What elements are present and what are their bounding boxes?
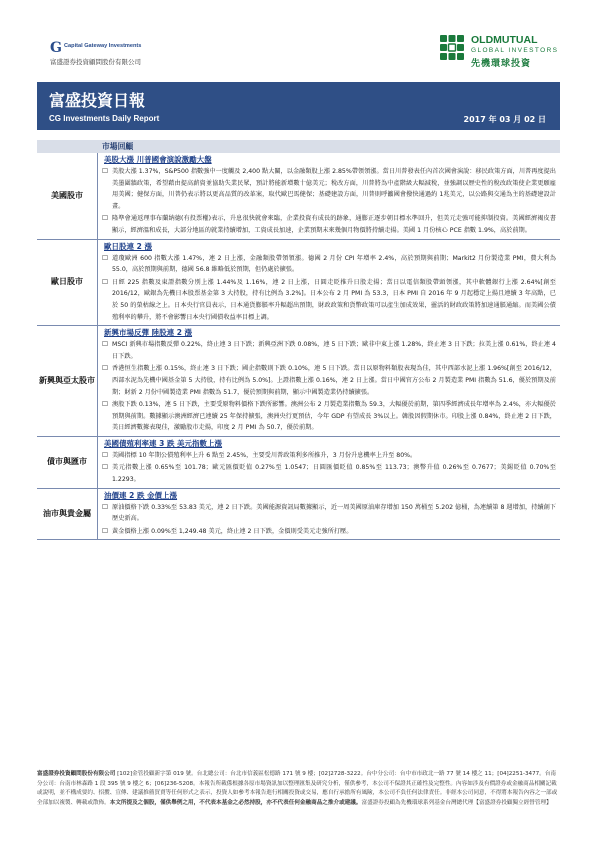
table-row [37, 153, 560, 240]
om-name-1: OLDMUTUAL [471, 34, 538, 46]
row-headline: 歐日股連 2 漲 [104, 241, 152, 251]
om-name-3: 先機環球投資 [471, 59, 532, 69]
cg-name-en: Capital Gateway Investments [64, 43, 142, 49]
list-item: ☐ 美元指數上漲 0.65%至 101.78；歐元匯價貶值 0.27%至 1.0547；日圓匯價貶值 0.85%至 113.73；澳幣升值 0.26%至 0.7677；美錫貶值 0.70%至 1.2293。 [102, 462, 556, 485]
list-item: ☐ 隆準會通返理事布蘭納德(有投票權)表示，升息很快就會來臨，企業投資有成長的跡象，通膨正逐步朝目標水準回升，但美元走強可能抑制投資。美國經濟褐皮書顯示，經濟溫和成長，大部分地區的就業持續增加，工資成長加速，企業預期未來幾個月物價將持續走揚。美國 1 月份核心 PCE 指數 1.9%，高於前期。 [102, 213, 556, 236]
footer-company: 富盛證券投資顧問股份有限公司 [37, 771, 116, 777]
list-item: ☐ 香港恒生指數上漲 0.15%，終止連 3 日下跌；國企指數則下跌 0.10%，連 5 日下跌。當日以原物料類股表現為佳，其中西部水泥上漲 1.96%[創至 2016/12，西部水泥為先機中國基金第 5 大持股，持有比例為 5.0%]。上證指數上漲 0.16%，連 2 日上漲。當日中國官方公布 2 月製造業 PMI 指數為 51.6，優於預期及前期；財新 2 月份中國製造業 PMI 指數為 51.7，優於預期與前期，顯示中國製造業仍持續擴張。 [102, 363, 556, 398]
checkbox-bullet-icon: ☐ [102, 526, 108, 535]
report-title: 富盛投資日報 [49, 91, 146, 110]
list-item: ☐ 澳股下跌 0.13%，連 5 日下跌，主要受原物料價格下跌所影響。澳洲公布 2 月製造業指數為 59.3，大幅優於前期，第四季經濟成長年增率為 2.4%，亦大幅優於預期與前期。數據顯示澳洲經濟已連續 25 年保持擴張，澳洲央行更預估，今年 GDP 有望成長 3%以上。韓股因假期休市。印股上漲 0.84%，終止連 2 日下跌，美日經濟數據表現佳，激勵股市走揚，印度 2 月 PMI 為 50.7，優於前期。 [102, 399, 556, 434]
row-body [97, 326, 560, 436]
footer-bold-note: 本文所提及之個股，僅供舉例之用，不代表本基金之必然持股，亦不代表任何金融商品之推介或建議。 [109, 799, 362, 806]
cg-name-zh: 富盛證券投資顧問股份有限公司 [50, 58, 141, 66]
old-mutual-emblem-icon [438, 33, 466, 63]
row-label: 債市與匯市 [47, 457, 87, 467]
footer-body: [102]金管投顧新字第 019 號。台北總公司：台北市信義區松德路 171 號 9 樓；[02]2728-3222。台中分公司：台中市市政北一路 77 號 14 樓之 11；[04]2251-3477。台南分公司：台南市林森路 1 段 395 號 9 樓之 6；[06]236-5208。本報告所載係根據各原市場資訊加以整理匯集及研究分析，僅供參考，本公司不保證其正確性及完整性。內容如涉及有價證券或金融商品相關記載或說明，並不構成要約、招攬、宣傳、建議推薦買賣等任何形式之表示，投資人如參考本報告進行相關投資或交易，應自行承擔所有風險，本公司不負任何法律責任。非經本公司同意，不得將本報告內容之一部或全部加以複製、轉載或散佈。 [37, 771, 558, 806]
table-row [37, 437, 560, 489]
list-item: ☐ 黃金價格上漲 0.09%至 1,249.48 美元，終止連 2 日下跌，金價則受美元走強所打壓。 [102, 526, 556, 538]
report-subtitle: CG Investments Daily Report [49, 114, 160, 123]
om-name-2: GLOBAL INVESTORS [471, 47, 559, 54]
section-title: 市場回顧 [102, 142, 134, 151]
row-label: 油市與貴金屬 [43, 509, 91, 519]
row-headline: 美股大漲 川普國會演說激勵大盤 [104, 155, 212, 164]
checkbox-bullet-icon: ☐ [102, 364, 108, 373]
section-header [37, 140, 560, 153]
table-row [37, 326, 560, 437]
market-review-table [37, 153, 560, 540]
footer-end: 富盛證券投顧為先機環球系列基金台灣總代理【富盛證券投顧獨立經營管理】 [361, 799, 552, 806]
row-body [97, 153, 560, 239]
checkbox-bullet-icon: ☐ [102, 214, 108, 223]
list-item: ☐ 原油價格下跌 0.33%至 53.83 美元，連 2 日下跌。美國能源資訊局數據顯示，近一周美國原油庫存增加 150 萬桶至 5.202 億桶，為連續第 8 週增加，持續創下歷史新高。 [102, 502, 556, 525]
table-row [37, 240, 560, 327]
row-headline: 油價連 2 跌 金價上漲 [104, 490, 178, 500]
row-label: 歐日股市 [51, 277, 83, 287]
list-item: ☐ 美國指標 10 年期公債殖利率上升 6 點至 2.45%，主要受川普政策利多所推升，3 月份升息機率上升至 80%。 [102, 450, 556, 462]
row-headline: 美國債殖利率連 3 跌 美元指數上漲 [104, 438, 223, 448]
report-date: 2017 年 03 月 02 日 [463, 115, 546, 124]
row-body [97, 240, 560, 326]
list-item: ☐ 日經 225 指數及東證指數分別上漲 1.44%及 1.16%，連 2 日上漲，日圓走貶推升日股走揚；當日以電信類股帶頭領漲，其中軟體銀行上漲 2.64%[創至 2016/12，歐銀為先機日本股票基金第 3 大持股，持有比例為 3.2%]。日本公布 2 月 PMI 為 53.3，日本 PMI 自 2016 年 9 月起穩定上揚且連續 3 年高點，已於 50 的榮枯線之上。日本央行官員表示，日本通貨膨脹率升幅超出預期，財政政策和貨幣政策可以產生加成效果，靈活的財政政策將加速通脹通縮。而美國公債殖利率的攀升，將不會影響日本央行國債收益率目標上調。 [102, 277, 556, 323]
checkbox-bullet-icon: ☐ [102, 450, 108, 459]
checkbox-bullet-icon: ☐ [102, 277, 108, 286]
checkbox-bullet-icon: ☐ [102, 502, 108, 511]
row-body [97, 437, 560, 488]
disclaimer-footer [37, 770, 560, 808]
checkbox-bullet-icon: ☐ [102, 340, 108, 349]
list-item: ☐ MSCI 新興市場指數反彈 0.22%，終止連 3 日下跌；新興亞洲下跌 0.08%，連 5 日下跌；歐非中東上漲 1.28%，終止連 3 日下跌；拉美上漲 0.61%，終止連 4 日下跌。 [102, 339, 556, 362]
table-row [37, 489, 560, 541]
list-item: ☐ 道瓊歐洲 600 指數大漲 1.47%，連 2 日上漲，金融類股帶領領漲。德國 2 月份 CPI 年增率 2.4%，高於預期與前期；Markit2 月份製造業 PMI，費大利為 55.0，高於預期與前期，德國 56.8 維略低於預期，但仍處於擴張。 [102, 253, 556, 276]
cg-logo-mark: G [50, 40, 62, 56]
old-mutual-logo [438, 33, 558, 73]
row-headline: 新興市場反彈 陸股連 2 漲 [104, 328, 193, 338]
page-header [0, 0, 595, 78]
row-label: 美國股市 [51, 190, 83, 200]
checkbox-bullet-icon: ☐ [102, 167, 108, 175]
report-banner [37, 82, 560, 130]
checkbox-bullet-icon: ☐ [102, 463, 108, 472]
checkbox-bullet-icon: ☐ [102, 253, 108, 262]
row-label: 新興與亞太股市 [39, 376, 95, 385]
checkbox-bullet-icon: ☐ [102, 400, 108, 409]
list-item: ☐ 美股大漲 1.37%，S&P500 指數強中一度觸及 2,400 點大關，以金融類股上漲 2.85%帶領領漲。當日川普發表任內首次國會演說：移民政策方面，川普再度提出美墨圍牆政策，希望藉由提高薪資並協助失業民眾，預計將能新增數十億美元；稅改方面，川普將為中產階級大幅減稅，並強調以歷史性的稅改政策使企業更願雇用美國；健保方面，川普仍表示將以更高品質的改革案，取代歐巴馬健保；基礎建設方面，川普則呼籲國會撥快通過約 1兆美元，以公路與交通為主的基礎建設計畫。 [102, 166, 556, 212]
row-body [97, 489, 560, 540]
